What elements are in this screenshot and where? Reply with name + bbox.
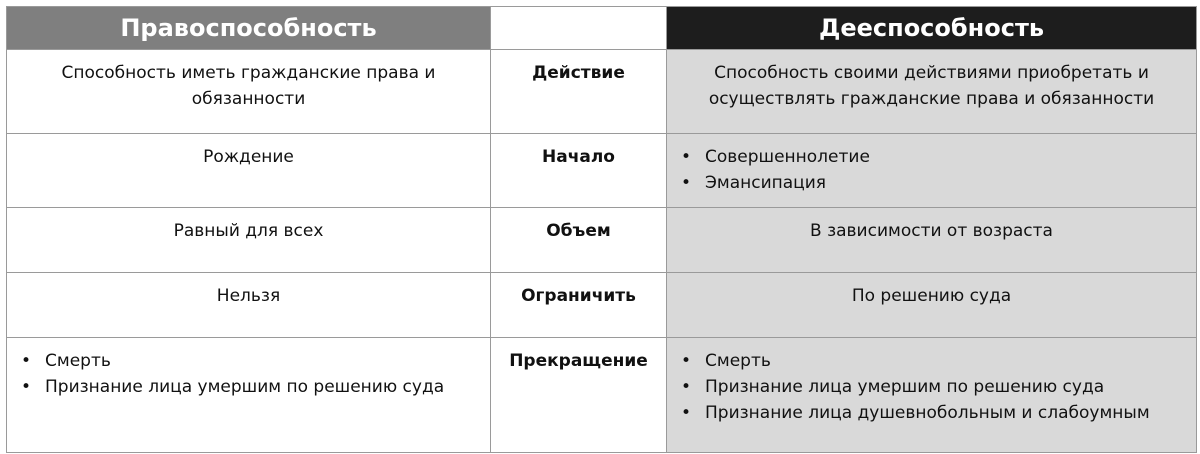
cell-right-termination [667,338,1197,453]
bullet-icon: • [681,173,692,193]
cell-left-action: Способность иметь гражданские права и обязанности [7,50,491,134]
bullet-icon: • [681,147,692,167]
table-row-termination [7,338,1197,453]
cell-left-termination [7,338,491,453]
list-item: • Смерть [15,348,482,374]
header-row [7,7,1197,50]
header-legal-capacity: Правоспособность [7,7,491,50]
bullet-list [675,348,1188,426]
row-label-action: Действие [491,50,667,134]
list-item: • Смерть [675,348,1188,374]
list-item: • Признание лица душевнобольным и слабоумным [675,400,1188,426]
cell-right-action: Способность своими действиями приобретать и осуществлять гражданские права и обязанности [667,50,1197,134]
cell-left-limit: Нельзя [7,273,491,338]
cell-left-scope: Равный для всех [7,208,491,273]
row-label-scope: Объем [491,208,667,273]
bullet-icon: • [681,377,692,397]
row-label-limit: Ограничить [491,273,667,338]
bullet-icon: • [681,351,692,371]
bullet-icon: • [21,377,32,397]
header-active-capacity: Дееспособность [667,7,1197,50]
header-criterion [491,7,667,50]
bullet-icon: • [681,403,692,423]
table-row-limit [7,273,1197,338]
list-item: • Совершеннолетие [675,144,1188,170]
bullet-list [15,348,482,400]
cell-right-limit: По решению суда [667,273,1197,338]
bullet-icon: • [21,351,32,371]
cell-right-start [667,134,1197,208]
list-item: • Признание лица умершим по решению суда [675,374,1188,400]
list-item: • Признание лица умершим по решению суда [15,374,482,400]
comparison-table [6,6,1197,453]
table-row-start [7,134,1197,208]
list-item: • Эмансипация [675,170,1188,196]
cell-right-scope: В зависимости от возраста [667,208,1197,273]
table-row-scope [7,208,1197,273]
row-label-termination: Прекращение [491,338,667,453]
cell-left-start: Рождение [7,134,491,208]
table-row-action [7,50,1197,134]
bullet-list [675,144,1188,196]
row-label-start: Начало [491,134,667,208]
